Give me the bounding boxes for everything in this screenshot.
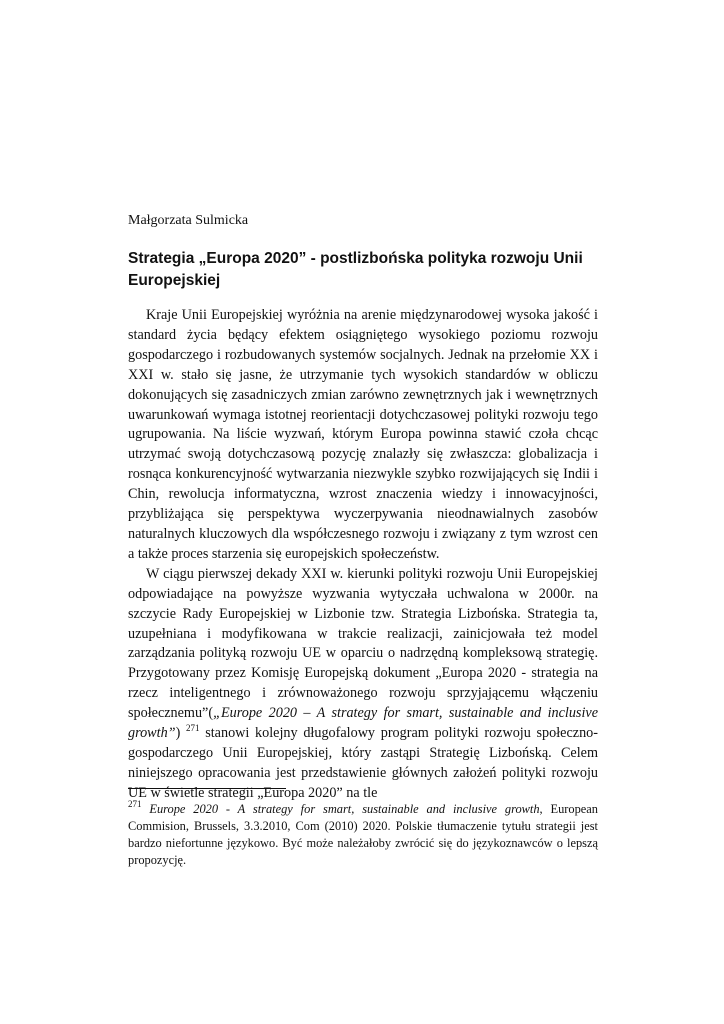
paragraph-1: Kraje Unii Europejskiej wyróżnia na arenie międzynarodowej wysoka jakość i standard życia będący efektem osiągniętego wysokiego poziomu rozwoju gospodarczego i rozbudowanych systemów socjalnych. Jednak na przełomie XX i XXI w. stało się jasne, że utrzymanie tych wysokich standardów w obliczu dokonujących się zasadniczych zmian zarówno zewnętrznych jak i wewnętrznych uwarunkowań wymaga istotnej reorientacji dotychczasowej polityki rozwoju tego ugrupowania. Na liście wyzwań, którym Europa powinna stawić czoła chcąc utrzymać swoją dotychczasową pozycję znalazły się zwłaszcza: globalizacja i rosnąca konkurencyjność wytwarzania niezwykle szybko rozwijających się Indii i Chin, rewolucja informatyczna, wzrost znaczenia wiedzy i innowacyjności, przybliżająca się perspektywa wyczerpywania nieodnawialnych zasobów naturalnych kluczowych dla współczesnego rozwoju i związany z tym wzrost cen a także proces starzenia się europejskich społeczeństw. bbox=[128, 307, 598, 562]
footnote-reference[interactable]: 271 bbox=[186, 723, 200, 734]
footnote bbox=[128, 801, 598, 869]
chapter-title: Strategia „Europa 2020” - postlizbońska polityka rozwoju Unii Europejskiej bbox=[128, 250, 583, 289]
footnote-source-title: Europe 2020 - A strategy for smart, sustainable and inclusive growth bbox=[149, 802, 540, 816]
footnote-number: 271 bbox=[128, 799, 142, 809]
footnote-divider bbox=[128, 788, 286, 789]
paragraph-2-english-title: „Europe 2020 – A strategy for smart, sustainable and inclusive growth” bbox=[128, 705, 598, 742]
paragraph-2-text-after: stanowi kolejny długofalowy program polityki rozwoju społeczno-gospodarczego Unii Europejskiej, który zastąpi Strategię Lizbońską. Celem niniejszego opracowania jest przedstawienie głównych założeń polityki rozwoju UE w świetle strategii „Europa 2020” na tle bbox=[128, 725, 598, 801]
paragraph-2-text-before: W ciągu pierwszej dekady XXI w. kierunki polityki rozwoju Unii Europejskiej odpowiadające na powyższe wyzwania wytyczała uchwalona w 2000r. na szczycie Rady Europejskiej w Lizbonie tzw. Strategia Lizbońska. Strategia ta, uzupełniana i modyfikowana w trakcie realizacji, zainicjowała też model zarządzania polityką rozwoju UE w oparciu o nadrzędną kompleksową strategię. Przygotowany przez Komisję Europejską dokument „Europa 2020 - strategia na rzecz inteligentnego i zrównoważonego rozwoju sprzyjającemu włączeniu społecznemu”( bbox=[128, 565, 598, 722]
footnote-text: , European Commision, Brussels, 3.3.2010, Com (2010) 2020. Polskie tłumaczenie tytułu strategii jest bardzo niefortunne językowo. Być może należałoby zwrócić się do językoznawców o lepszą propozycję. bbox=[128, 802, 598, 867]
author-name: Małgorzata Sulmicka bbox=[128, 213, 249, 228]
paragraph-2-text-mid: ) bbox=[175, 725, 181, 742]
body-text bbox=[128, 306, 598, 804]
paragraph-2 bbox=[128, 565, 598, 804]
